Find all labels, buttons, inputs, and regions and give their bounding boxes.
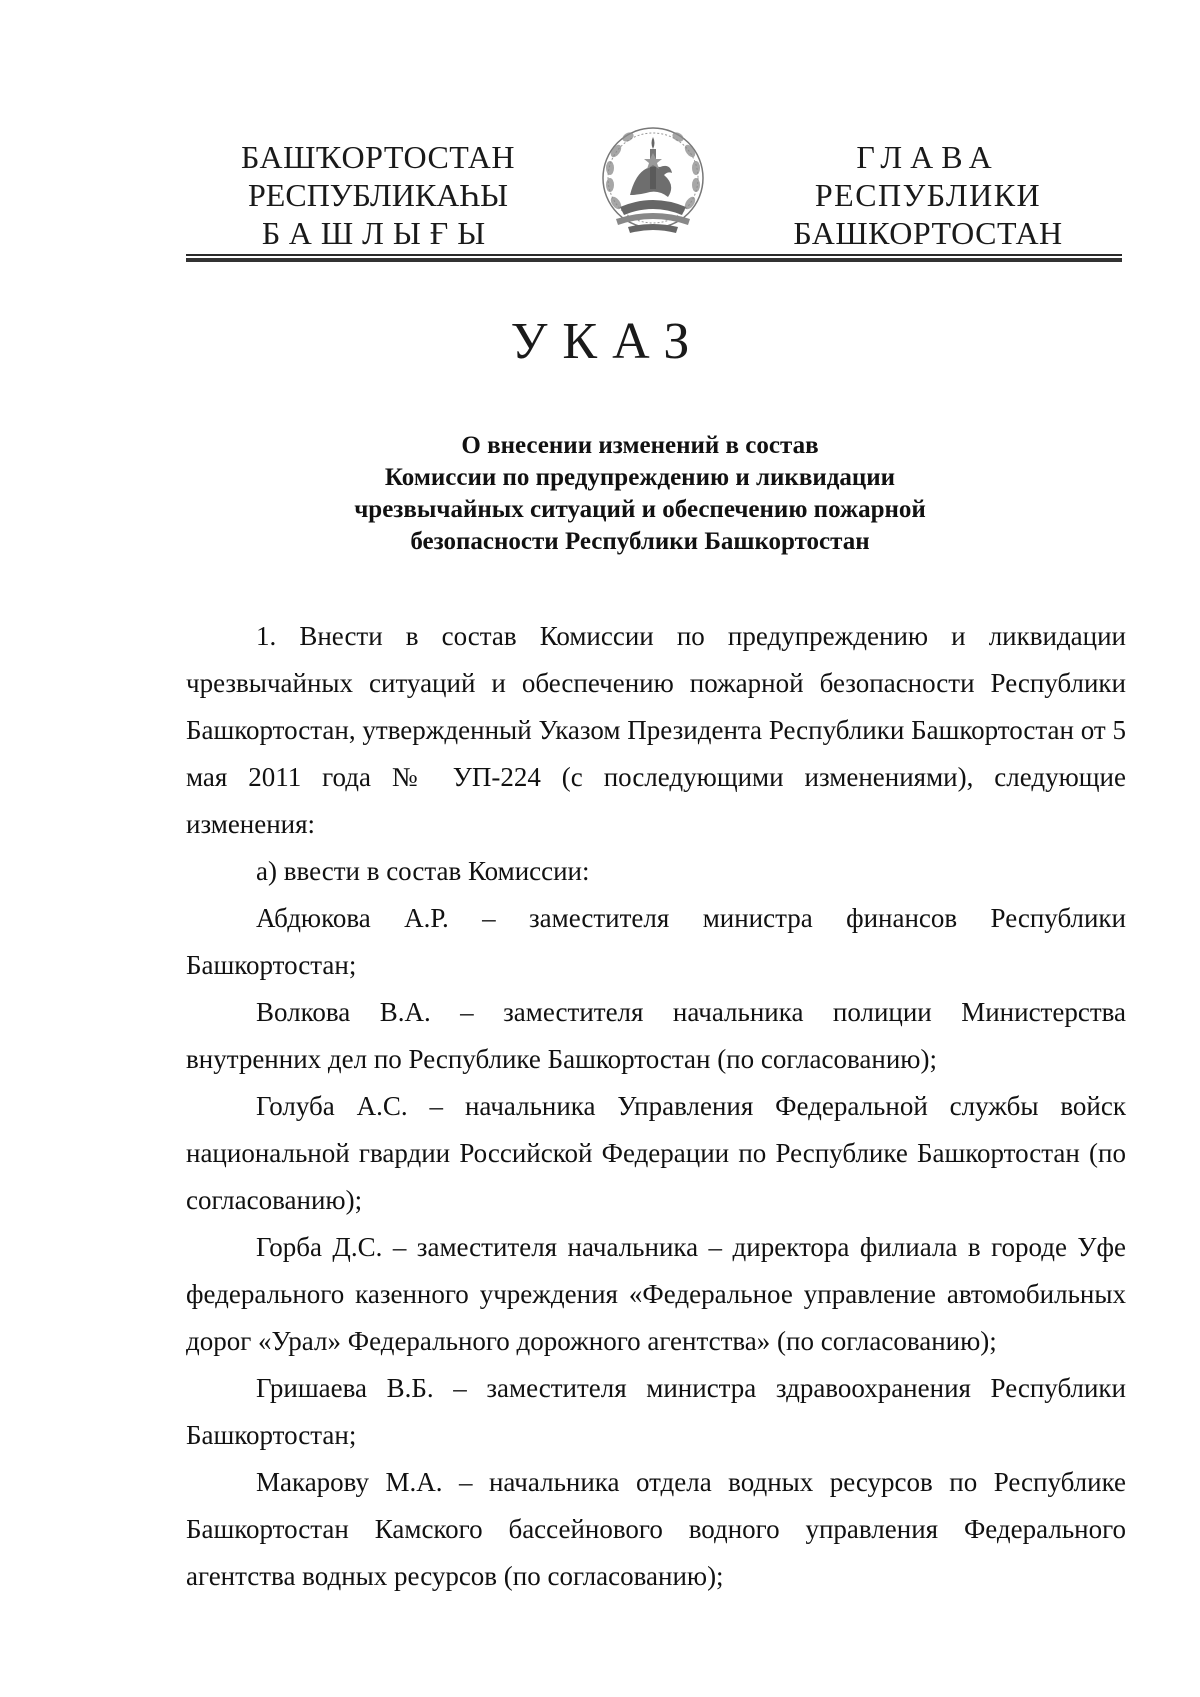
member-entry: Голуба А.С. – начальника Управления Федеральной службы войск национальной гвардии Российской Федерации по Республике Башкортостан (по согласованию); (186, 1091, 1126, 1215)
member-entry: Гришаева В.Б. – заместителя министра здравоохранения Республики Башкортостан; (186, 1373, 1126, 1450)
header-right-line-2: РЕСПУБЛИКИ (814, 177, 1042, 213)
header-divider-thick (186, 258, 1122, 262)
heading-line-2: Комиссии по предупреждению и ликвидации (384, 464, 896, 491)
header-divider-thin (186, 254, 1122, 256)
document-body (186, 613, 1126, 1600)
member-entry: Волкова В.А. – заместителя начальника полиции Министерства внутренних дел по Республике Башкортостан (по согласованию); (186, 997, 1126, 1074)
header-left-line-2: РЕСПУБЛИКАҺЫ (248, 177, 508, 213)
header-bashkir-title (222, 138, 534, 252)
header-right-line-1: ГЛАВА (856, 139, 1000, 175)
header-right-line-3: БАШКОРТОСТАН (793, 215, 1063, 251)
member-entry: Абдюкова А.Р. – заместителя министра финансов Республики Башкортостан; (186, 903, 1126, 980)
paragraph-subclause-a: а) ввести в состав Комиссии: (256, 856, 590, 886)
paragraph-clause-1: 1. Внести в состав Комиссии по предупреждению и ликвидации чрезвычайных ситуаций и обеспечению пожарной безопасности Республики Башкортостан, утвержденный Указом Президента Республики Башкортостан от 5 мая 2011 года № УП-224 (с последующими изменениями), следующие изменения: (186, 621, 1126, 839)
document-heading (300, 430, 980, 558)
header-left-line-3: БАШЛЫҒЫ (261, 215, 495, 251)
header-left-line-1: БАШҠОРТОСТАН (241, 139, 515, 175)
heading-line-3: чрезвычайных ситуаций и обеспечению пожарной (354, 496, 926, 523)
coat-of-arms-emblem (598, 123, 708, 241)
member-entry: Макарову М.А. – начальника отдела водных ресурсов по Республике Башкортостан Камского бассейнового водного управления Федерального агентства водных ресурсов (по согласованию); (186, 1467, 1126, 1591)
decree-type-title: УКАЗ (510, 313, 705, 370)
heading-line-1: О внесении изменений в состав (461, 432, 819, 459)
member-entry: Горба Д.С. – заместителя начальника – директора филиала в городе Уфе федерального казенного учреждения «Федеральное управление автомобильных дорог «Урал» Федерального дорожного агентства» (по согласованию); (186, 1232, 1126, 1356)
header-russian-title (793, 138, 1063, 252)
heading-line-4: безопасности Республики Башкортостан (410, 528, 870, 555)
